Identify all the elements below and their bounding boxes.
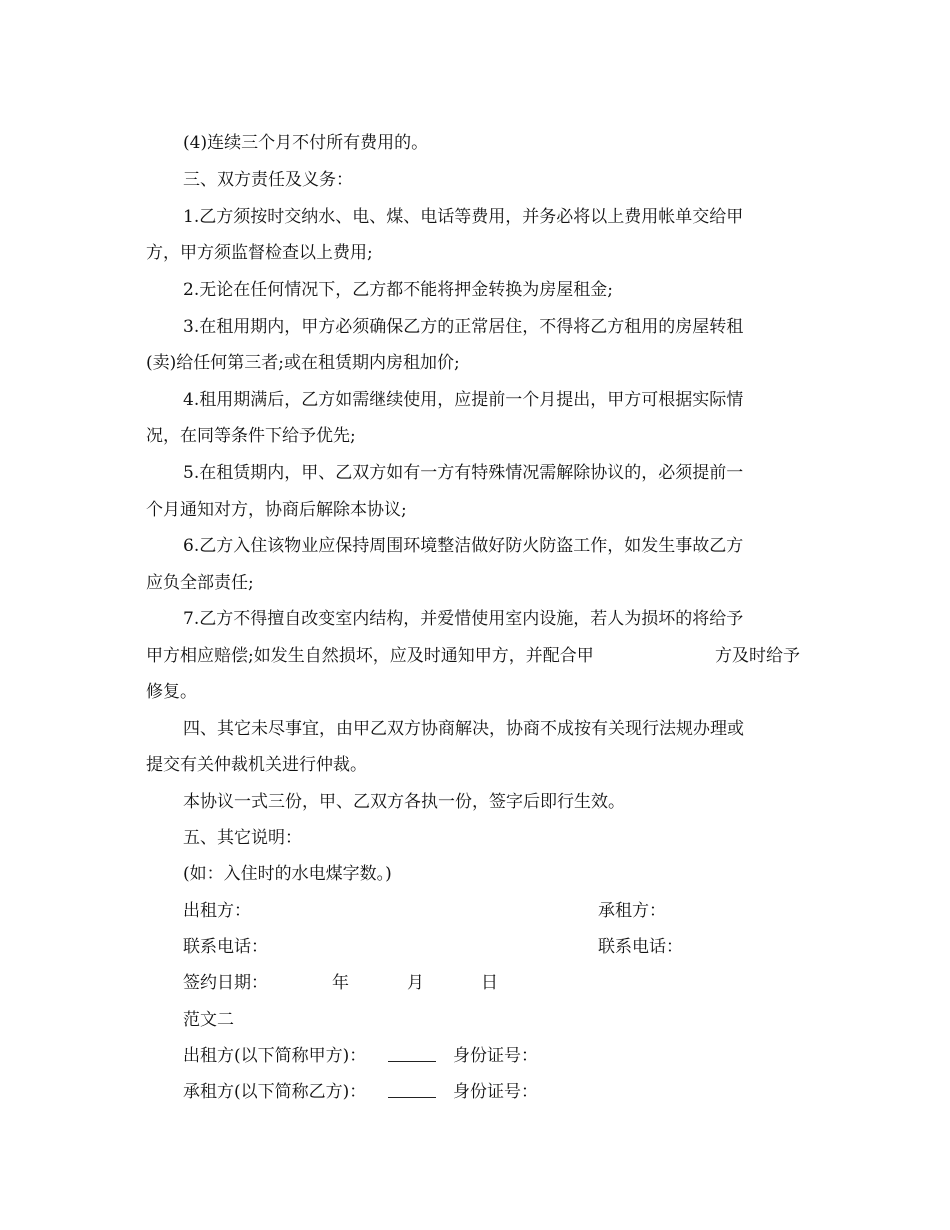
blank-underline bbox=[388, 1081, 436, 1098]
sign-date-day: 日 bbox=[481, 973, 498, 993]
section-heading-3: 三、双方责任及义务： bbox=[183, 170, 353, 190]
lessor-id-label: 身份证号： bbox=[453, 1046, 538, 1066]
text-line-4: 方，甲方须监督检查以上费用; bbox=[146, 243, 373, 263]
section-heading-5: 五、其它说明： bbox=[183, 828, 302, 848]
text-line-12: 6.乙方入住该物业应保持周围环境整洁做好防火防盗工作，如发生事故乙方 bbox=[183, 536, 744, 556]
text-line-13: 应负全部责任; bbox=[146, 573, 254, 593]
sign-date-month: 月 bbox=[407, 973, 424, 993]
text-line-11: 个月通知对方，协商后解除本协议; bbox=[146, 500, 407, 520]
lessor-intro: 出租方(以下简称甲方)： bbox=[183, 1046, 367, 1066]
text-line-10: 5.在租赁期内，甲、乙双方如有一方有特殊情况需解除协议的，必须提前一 bbox=[183, 463, 744, 483]
blank-underline bbox=[388, 1045, 436, 1062]
text-line-7: (卖)给任何第三者;或在租赁期内房租加价; bbox=[146, 353, 460, 373]
text-line-1: (4)连续三个月不付所有费用的。 bbox=[183, 133, 429, 153]
text-line-15-right: 方及时给予 bbox=[715, 646, 800, 666]
text-line-18: 提交有关仲裁机关进行仲裁。 bbox=[146, 755, 367, 775]
lessee-phone-label: 联系电话： bbox=[598, 937, 683, 957]
sign-date-year: 年 bbox=[332, 973, 349, 993]
text-line-21: (如：入住时的水电煤字数。) bbox=[183, 864, 392, 884]
text-line-17: 四、其它未尽事宜，由甲乙双方协商解决，协商不成按有关现行法规办理或 bbox=[183, 719, 744, 739]
text-line-6: 3.在租用期内，甲方必须确保乙方的正常居住，不得将乙方租用的房屋转租 bbox=[183, 317, 744, 337]
lessee-intro: 承租方(以下简称乙方)： bbox=[183, 1082, 367, 1102]
lessor-phone-label: 联系电话： bbox=[183, 937, 268, 957]
text-line-19: 本协议一式三份，甲、乙双方各执一份，签字后即行生效。 bbox=[183, 792, 625, 812]
text-line-8: 4.租用期满后，乙方如需继续使用，应提前一个月提出，甲方可根据实际情 bbox=[183, 390, 744, 410]
text-line-15: 甲方相应赔偿;如发生自然损坏，应及时通知甲方，并配合甲 bbox=[146, 646, 594, 666]
text-line-5: 2.无论在任何情况下，乙方都不能将押金转换为房屋租金; bbox=[183, 280, 613, 300]
lessor-label: 出租方： bbox=[183, 901, 251, 921]
text-line-16: 修复。 bbox=[146, 682, 197, 702]
text-line-3: 1.乙方须按时交纳水、电、煤、电话等费用，并务必将以上费用帐单交给甲 bbox=[183, 207, 744, 227]
lessee-name-blank bbox=[386, 1081, 440, 1104]
sample-heading: 范文二 bbox=[183, 1010, 234, 1030]
lessee-id-label: 身份证号： bbox=[453, 1082, 538, 1102]
lessor-name-blank bbox=[386, 1045, 440, 1068]
lessee-label: 承租方： bbox=[598, 901, 666, 921]
text-line-9: 况，在同等条件下给予优先; bbox=[146, 426, 356, 446]
text-line-14: 7.乙方不得擅自改变室内结构，并爱惜使用室内设施，若人为损坏的将给予 bbox=[183, 609, 744, 629]
sign-date-label: 签约日期： bbox=[183, 973, 268, 993]
